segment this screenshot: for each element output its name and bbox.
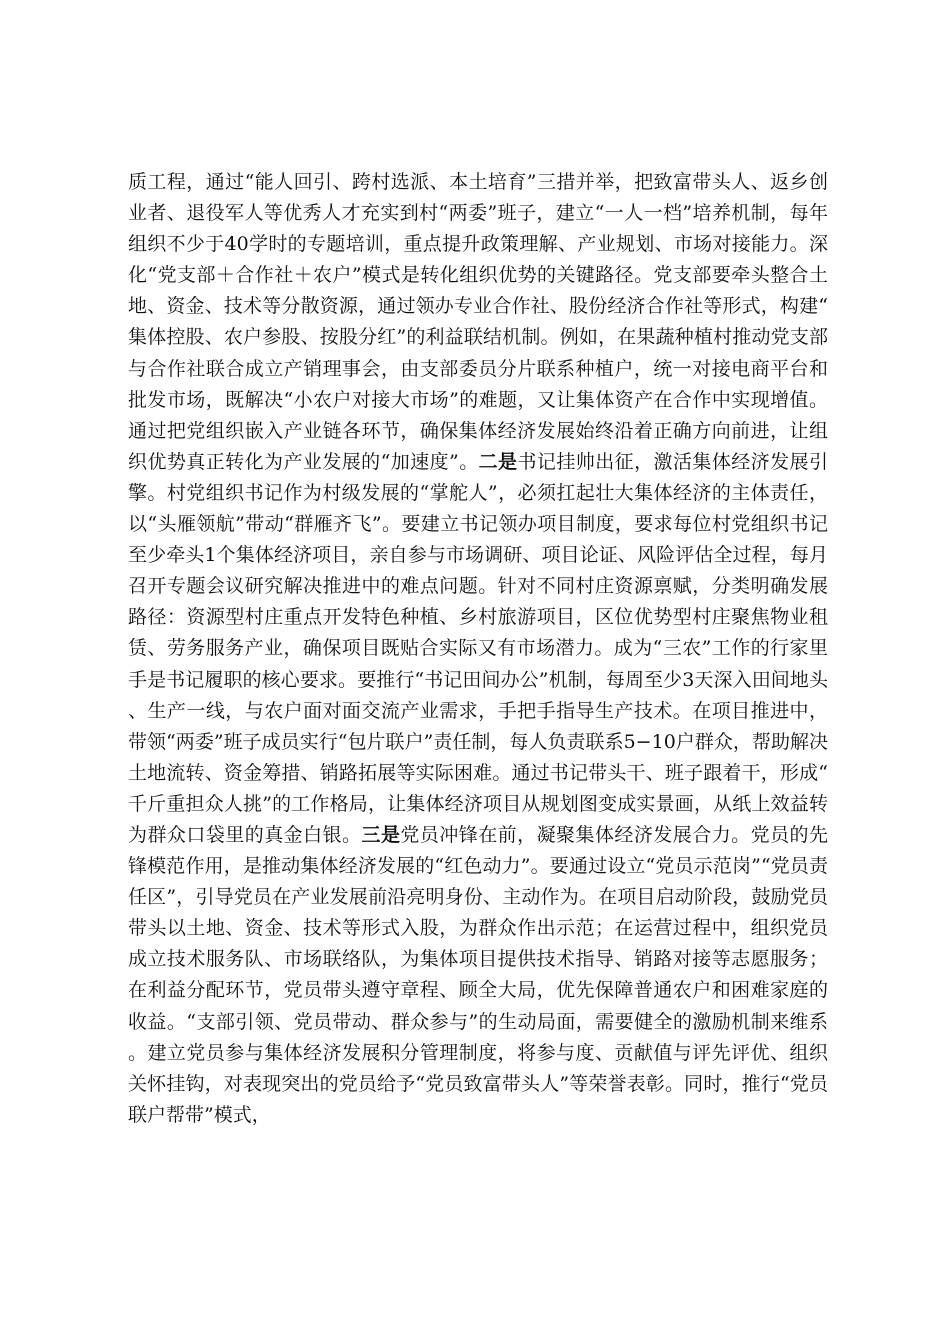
body-paragraph [128,167,828,1131]
bold-lead-third: 三是 [361,823,401,846]
bold-lead-second: 二是 [478,450,518,473]
text-segment: 书记挂帅出征，激活集体经济发展引擎。村党组织书记作为村级发展的“掌舵人”，必须扛起壮大集体经济的主体责任，以“头雁领航”带动“群雁齐飞”。要建立书记领办项目制度，要求每位村党组织书记至少牵头1个集体经济项目，亲自参与市场调研、项目论证、风险评估全过程，每月召开专题会议研究解决推进中的难点问题。针对不同村庄资源禀赋，分类明确发展路径：资源型村庄重点开发特色种植、乡村旅游项目，区位优势型村庄聚焦物业租赁、劳务服务产业，确保项目既贴合实际又有市场潜力。成为“三农”工作的行家里手是书记履职的核心要求。要推行“书记田间办公”机制，每周至少3天深入田间地头、生产一线，与农户面对面交流产业需求，手把手指导生产技术。在项目推进中，带领“两委”班子成员实行“包片联户”责任制，每人负责联系5−10户群众，帮助解决土地流转、资金筹措、销路拓展等实际困难。通过书记带头干、班子跟着干，形成“千斤重担众人挑”的工作格局，让集体经济项目从规划图变成实景画，从纸上效益转为群众口袋里的真金白银。 [128,450,828,846]
text-segment: 质工程，通过“能人回引、跨村选派、本土培育”三措并举，把致富带头人、返乡创业者、退役军人等优秀人才充实到村“两委”班子，建立“一人一档”培养机制，每年组织不少于40学时的专题培训，重点提升政策理解、产业规划、市场对接能力。深化“党支部＋合作社＋农户”模式是转化组织优势的关键路径。党支部要牵头整合土地、资金、技术等分散资源，通过领办专业合作社、股份经济合作社等形式，构建“集体控股、农户参股、按股分红”的利益联结机制。例如，在果蔬种植村推动党支部与合作社联合成立产销理事会，由支部委员分片联系种植户，统一对接电商平台和批发市场，既解决“小农户对接大市场”的难题，又让集体资产在合作中实现增值。通过把党组织嵌入产业链各环节，确保集体经济发展始终沿着正确方向前进，让组织优势真正转化为产业发展的“加速度”。 [128,171,828,473]
text-segment: 党员冲锋在前，凝聚集体经济发展合力。党员的先锋模范作用，是推动集体经济发展的“红色动力”。要通过设立“党员示范岗”“党员责任区”，引导党员在产业发展前沿亮明身份、主动作为。在项目启动阶段，鼓励党员带头以土地、资金、技术等形式入股，为群众作出示范；在运营过程中，组织党员成立技术服务队、市场联络队，为集体项目提供技术指导、销路对接等志愿服务；在利益分配环节，党员带头遵守章程、顾全大局，优先保障普通农户和困难家庭的收益。“支部引领、党员带动、群众参与”的生动局面，需要健全的激励机制来维系。建立党员参与集体经济发展积分管理制度，将参与度、贡献值与评先评优、组织关怀挂钩，对表现突出的党员给予“党员致富带头人”等荣誉表彰。同时，推行“党员联户帮带”模式， [128,823,828,1126]
